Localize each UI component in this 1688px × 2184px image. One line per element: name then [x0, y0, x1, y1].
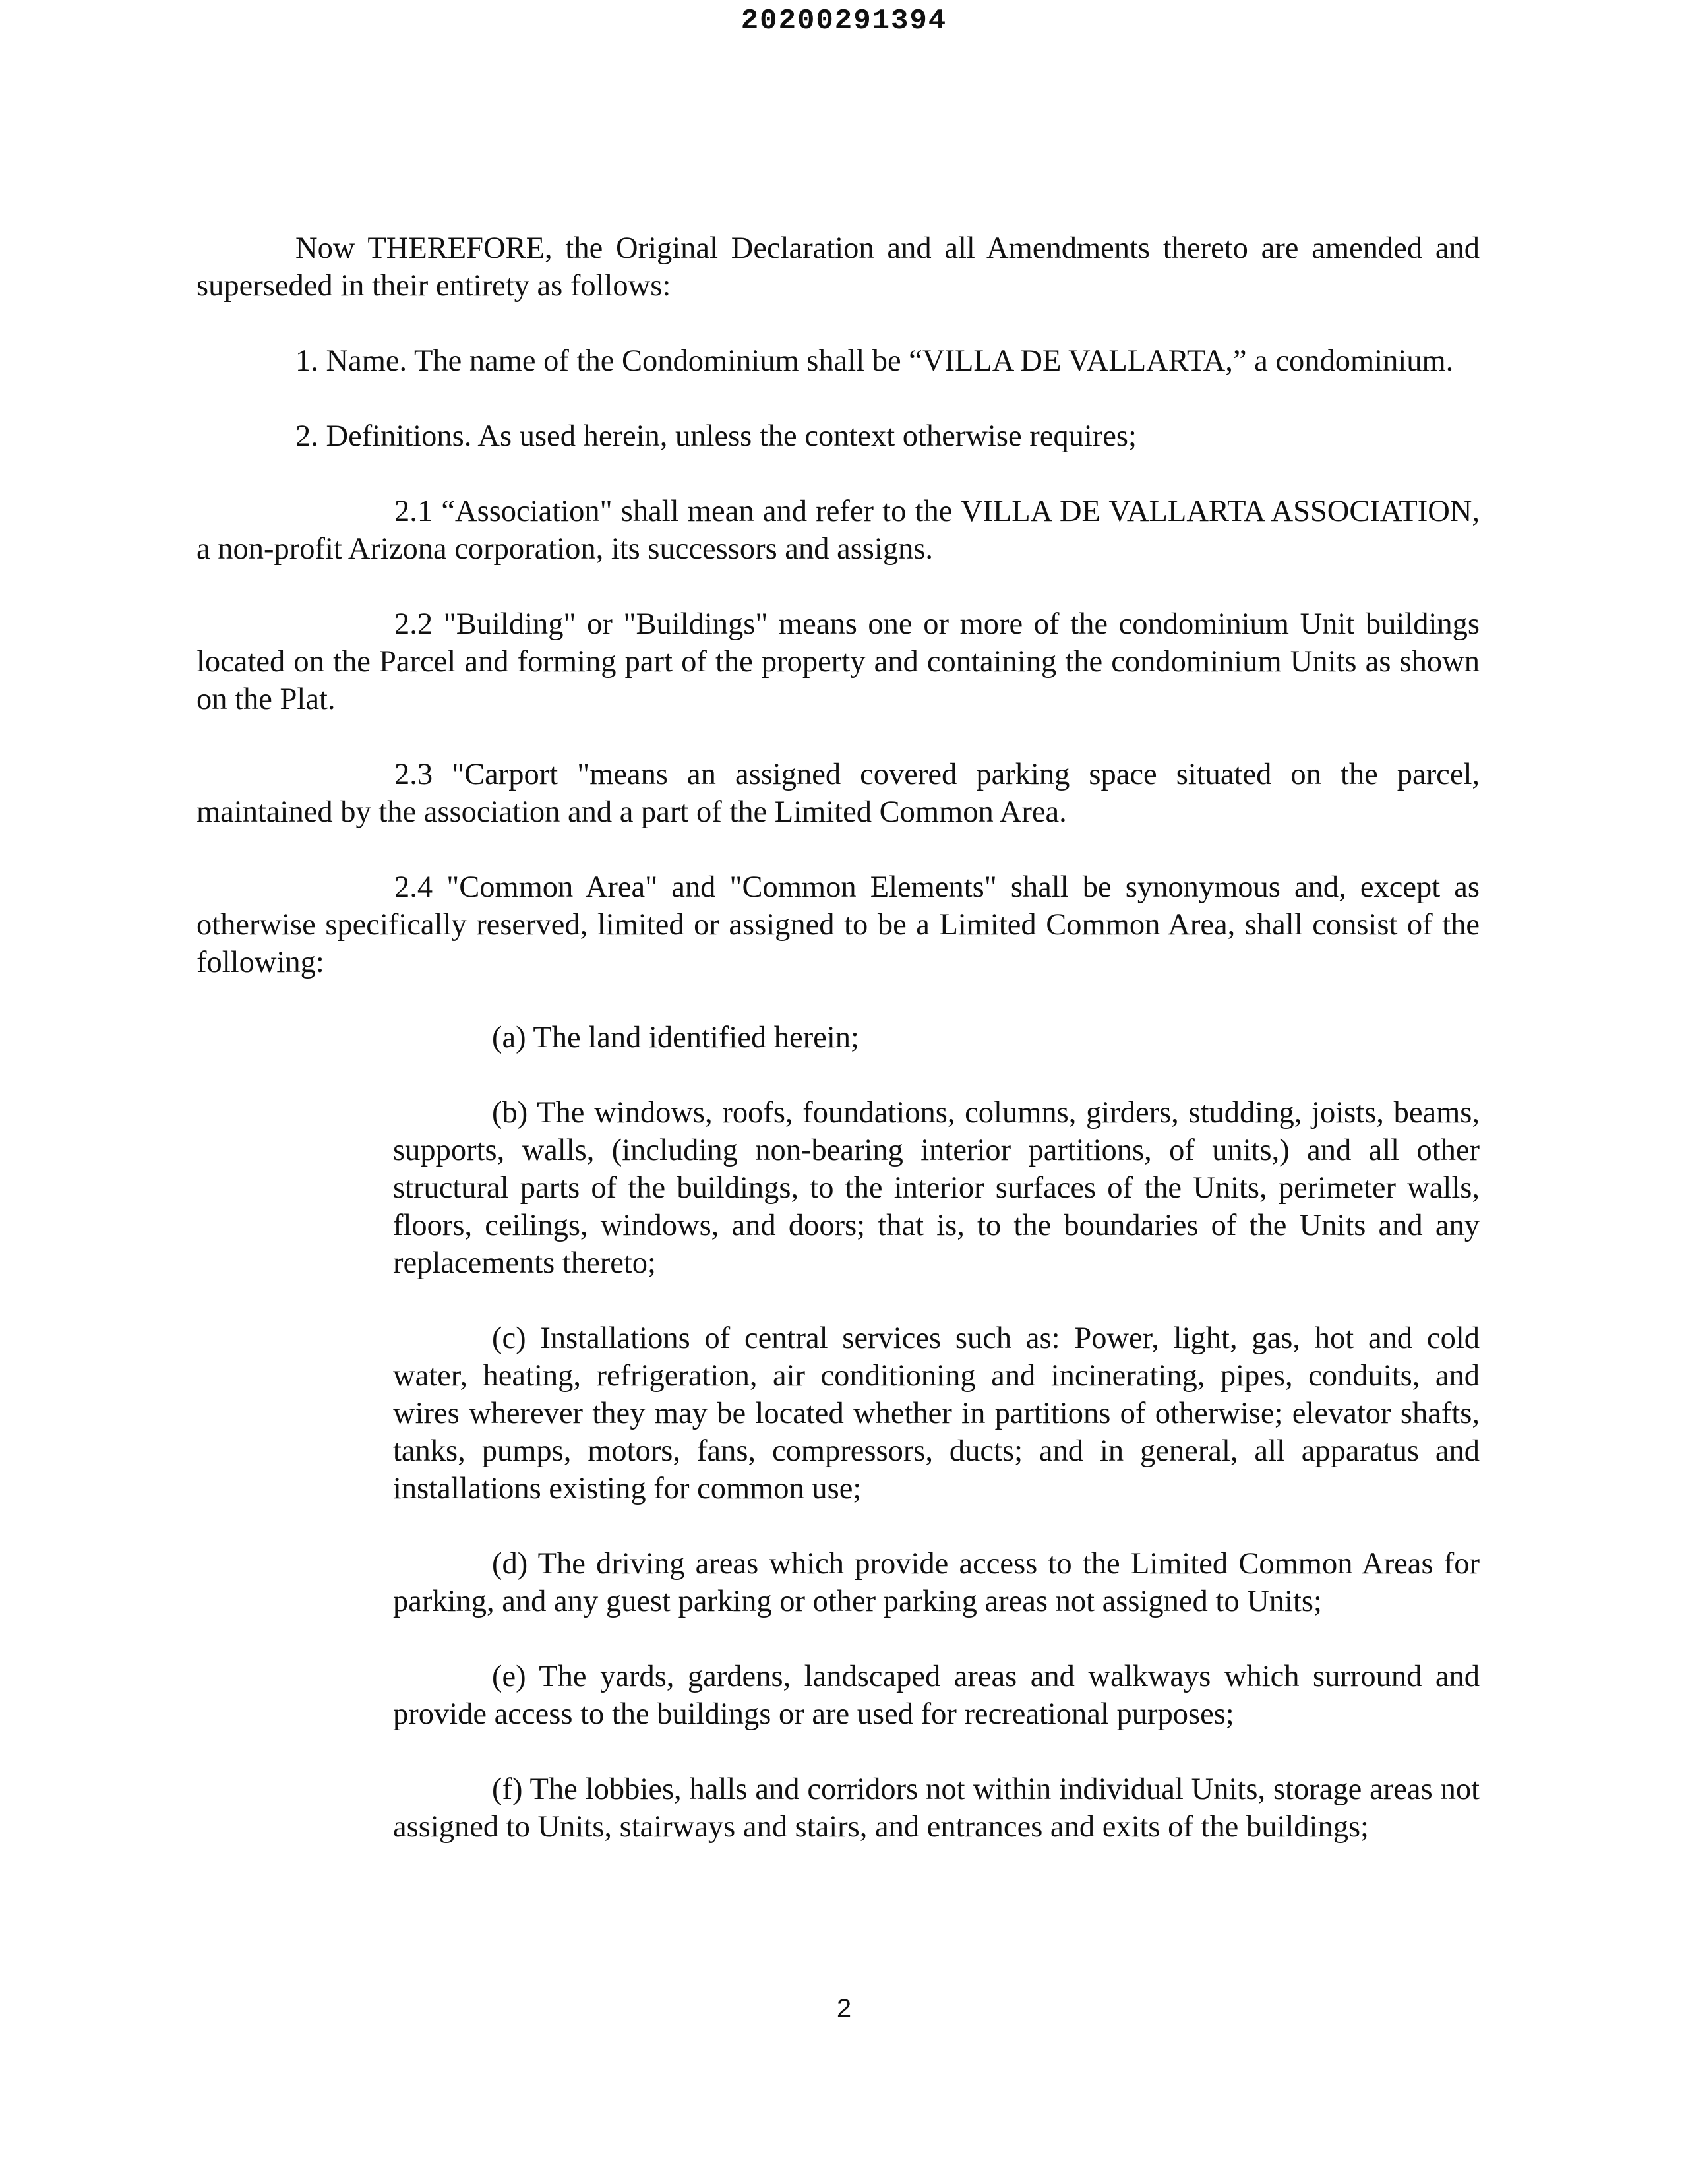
item-a-land: (a) The land identified herein; [492, 1021, 859, 1054]
section-2-4-common-area: 2.4 "Common Area" and "Common Elements" shall be synonymous and, except as otherwise specifically reserved, limited or assigned to be a Limited Common Area, shall consist of the following: [196, 870, 1480, 979]
section-2-3-carport: 2.3 "Carport "means an assigned covered parking space situated on the parcel, maintained by the association and a part of the Limited Common Area. [196, 758, 1480, 829]
item-c-central-services: (c) Installations of central services such as: Power, light, gas, hot and cold water, heating, refrigeration, air conditioning and incinerating, pipes, conduits, and wires wherever they may be located whether in partitions of otherwise; elevator shafts, tanks, pumps, motors, fans, compressors, ducts; and in general, all apparatus and installations existing for common use; [393, 1321, 1480, 1505]
page-number: 2 [836, 1994, 852, 2023]
item-b-structural-parts: (b) The windows, roofs, foundations, columns, girders, studding, joists, beams, supports, walls, (including non-bearing interior partitions, of units,) and all other structural parts of the buildings, to the interior surfaces of the Units, perimeter walls, floors, ceilings, windows, and doors; that is, to the boundaries of the Units and any replacements thereto; [393, 1096, 1480, 1280]
item-d-driving-areas: (d) The driving areas which provide access to the Limited Common Areas for parking, and any guest parking or other parking areas not assigned to Units; [393, 1547, 1480, 1618]
item-e-yards-gardens: (e) The yards, gardens, landscaped areas and walkways which surround and provide access to the buildings or are used for recreational purposes; [393, 1660, 1480, 1731]
section-2-1-association: 2.1 “Association" shall mean and refer to the VILLA DE VALLARTA ASSOCIATION, a non-profit Arizona corporation, its successors and assigns. [196, 495, 1480, 566]
section-2-2-building: 2.2 "Building" or "Buildings" means one or more of the condominium Unit buildings located on the Parcel and forming part of the property and containing the condominium Units as shown on the Plat. [196, 607, 1480, 716]
section-1-name: 1. Name. The name of the Condominium shall be “VILLA DE VALLARTA,” a condominium. [295, 344, 1454, 378]
document-number: 20200291394 [740, 5, 948, 38]
section-2-definitions: 2. Definitions. As used herein, unless the context otherwise requires; [295, 419, 1137, 453]
document-body [196, 229, 1480, 1846]
intro-paragraph: Now THEREFORE, the Original Declaration and all Amendments thereto are amended and superseded in their entirety as follows: [196, 231, 1480, 303]
item-f-lobbies-halls: (f) The lobbies, halls and corridors not within individual Units, storage areas not assigned to Units, stairways and stairs, and entrances and exits of the buildings; [393, 1773, 1480, 1844]
